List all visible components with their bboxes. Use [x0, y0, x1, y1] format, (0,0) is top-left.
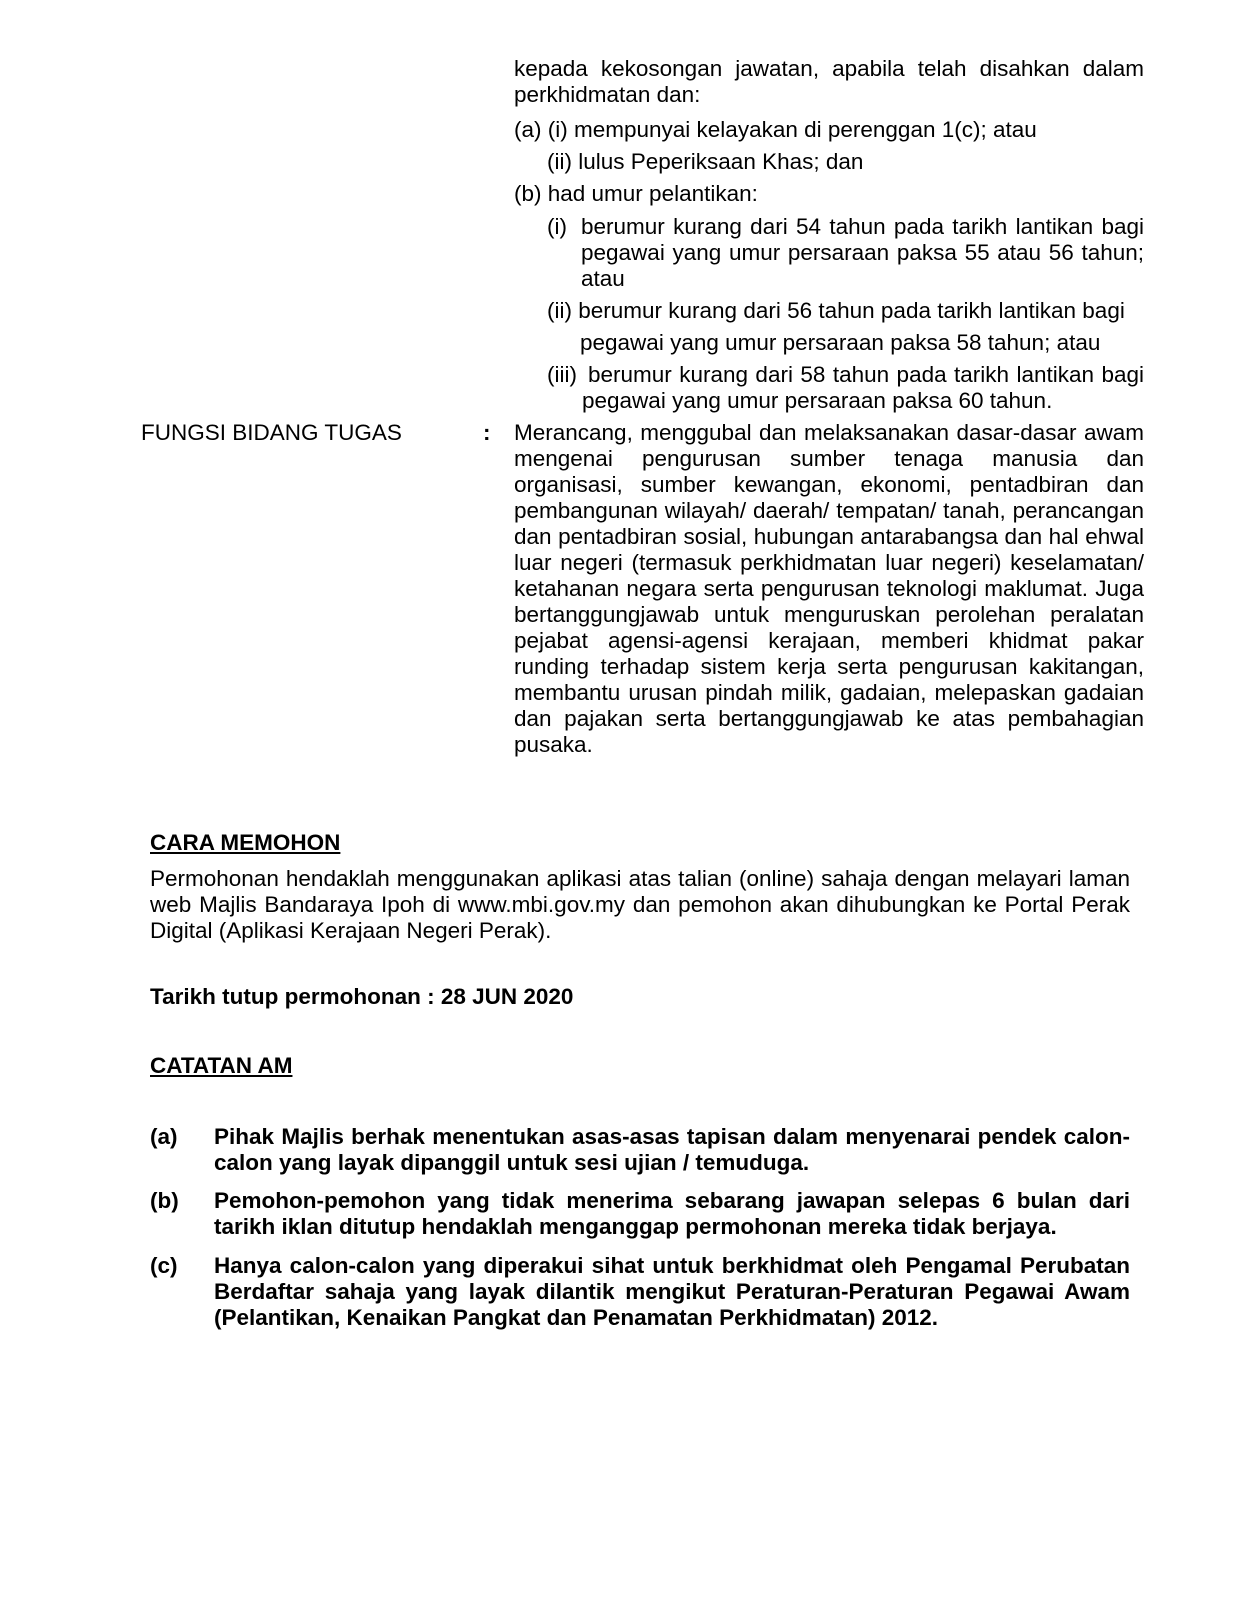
eligibility-b-ii-line1: (ii) berumur kurang dari 56 tahun pada tarikh lantikan bagi	[547, 298, 1125, 323]
closing-date: Tarikh tutup permohonan : 28 JUN 2020	[150, 984, 574, 1009]
note-c-label: (c)	[150, 1253, 178, 1278]
eligibility-a-ii: (ii) lulus Peperiksaan Khas; dan	[547, 149, 864, 174]
eligibility-b-ii-line2: pegawai yang umur persaraan paksa 58 tahun; atau	[580, 330, 1101, 355]
eligibility-b-iii-text: berumur kurang dari 58 tahun pada tarikh lantikan bagi pegawai yang umur persaraan paksa 60 tahun.	[582, 362, 1144, 413]
function-text: Merancang, menggubal dan melaksanakan dasar-dasar awam mengenai pengurusan sumber tenaga manusia dan organisasi, sumber kewangan, ekonomi, pentadbiran dan pembangunan wilayah/ daerah/ tempatan/ tanah, perancangan dan pentadbiran sosial, hubungan antarabangsa dan hal ehwal luar negeri (termasuk perkhidmatan luar negeri) keselamatan/ ketahanan negara serta pengurusan teknologi maklumat. Juga bertanggungjawab untuk menguruskan perolehan peralatan pejabat agensi-agensi kerajaan, memberi khidmat pakar runding terhadap sistem kerja serta pengurusan kakitangan, membantu urusan pindah milik, gadaian, melepaskan gadaian dan pajakan serta bertanggungjawab ke atas pembahagian pusaka.	[514, 420, 1144, 757]
eligibility-intro: kepada kekosongan jawatan, apabila telah disahkan dalam perkhidmatan dan:	[514, 56, 1144, 107]
eligibility-b-i-label: (i)	[547, 214, 567, 239]
eligibility-b: (b) had umur pelantikan:	[514, 181, 758, 206]
note-b-label: (b)	[150, 1188, 179, 1213]
function-label: FUNGSI BIDANG TUGAS	[141, 420, 402, 445]
eligibility-b-iii-label: (iii)	[547, 362, 577, 387]
notes-heading: CATATAN AM	[150, 1053, 293, 1078]
apply-text: Permohonan hendaklah menggunakan aplikasi atas talian (online) sahaja dengan melayari laman web Majlis Bandaraya Ipoh di www.mbi.gov.my dan pemohon akan dihubungkan ke Portal Perak Digital (Aplikasi Kerajaan Negeri Perak).	[150, 866, 1130, 943]
eligibility-a-i: (a) (i) mempunyai kelayakan di perenggan 1(c); atau	[514, 117, 1037, 142]
function-colon: :	[483, 420, 491, 445]
eligibility-b-i-text: berumur kurang dari 54 tahun pada tarikh lantikan bagi pegawai yang umur persaraan paksa 55 atau 56 tahun; atau	[581, 214, 1144, 291]
note-c-text: Hanya calon-calon yang diperakui sihat untuk berkhidmat oleh Pengamal Perubatan Berdaftar sahaja yang layak dilantik mengikut Peraturan-Peraturan Pegawai Awam (Pelantikan, Kenaikan Pangkat dan Penamatan Perkhidmatan) 2012.	[214, 1253, 1130, 1330]
note-a-label: (a)	[150, 1124, 178, 1149]
apply-heading: CARA MEMOHON	[150, 830, 341, 855]
note-a-text: Pihak Majlis berhak menentukan asas-asas tapisan dalam menyenarai pendek calon-calon yang layak dipanggil untuk sesi ujian / temuduga.	[214, 1124, 1130, 1175]
note-b-text: Pemohon-pemohon yang tidak menerima sebarang jawapan selepas 6 bulan dari tarikh iklan ditutup hendaklah menganggap permohonan mereka tidak berjaya.	[214, 1188, 1130, 1239]
